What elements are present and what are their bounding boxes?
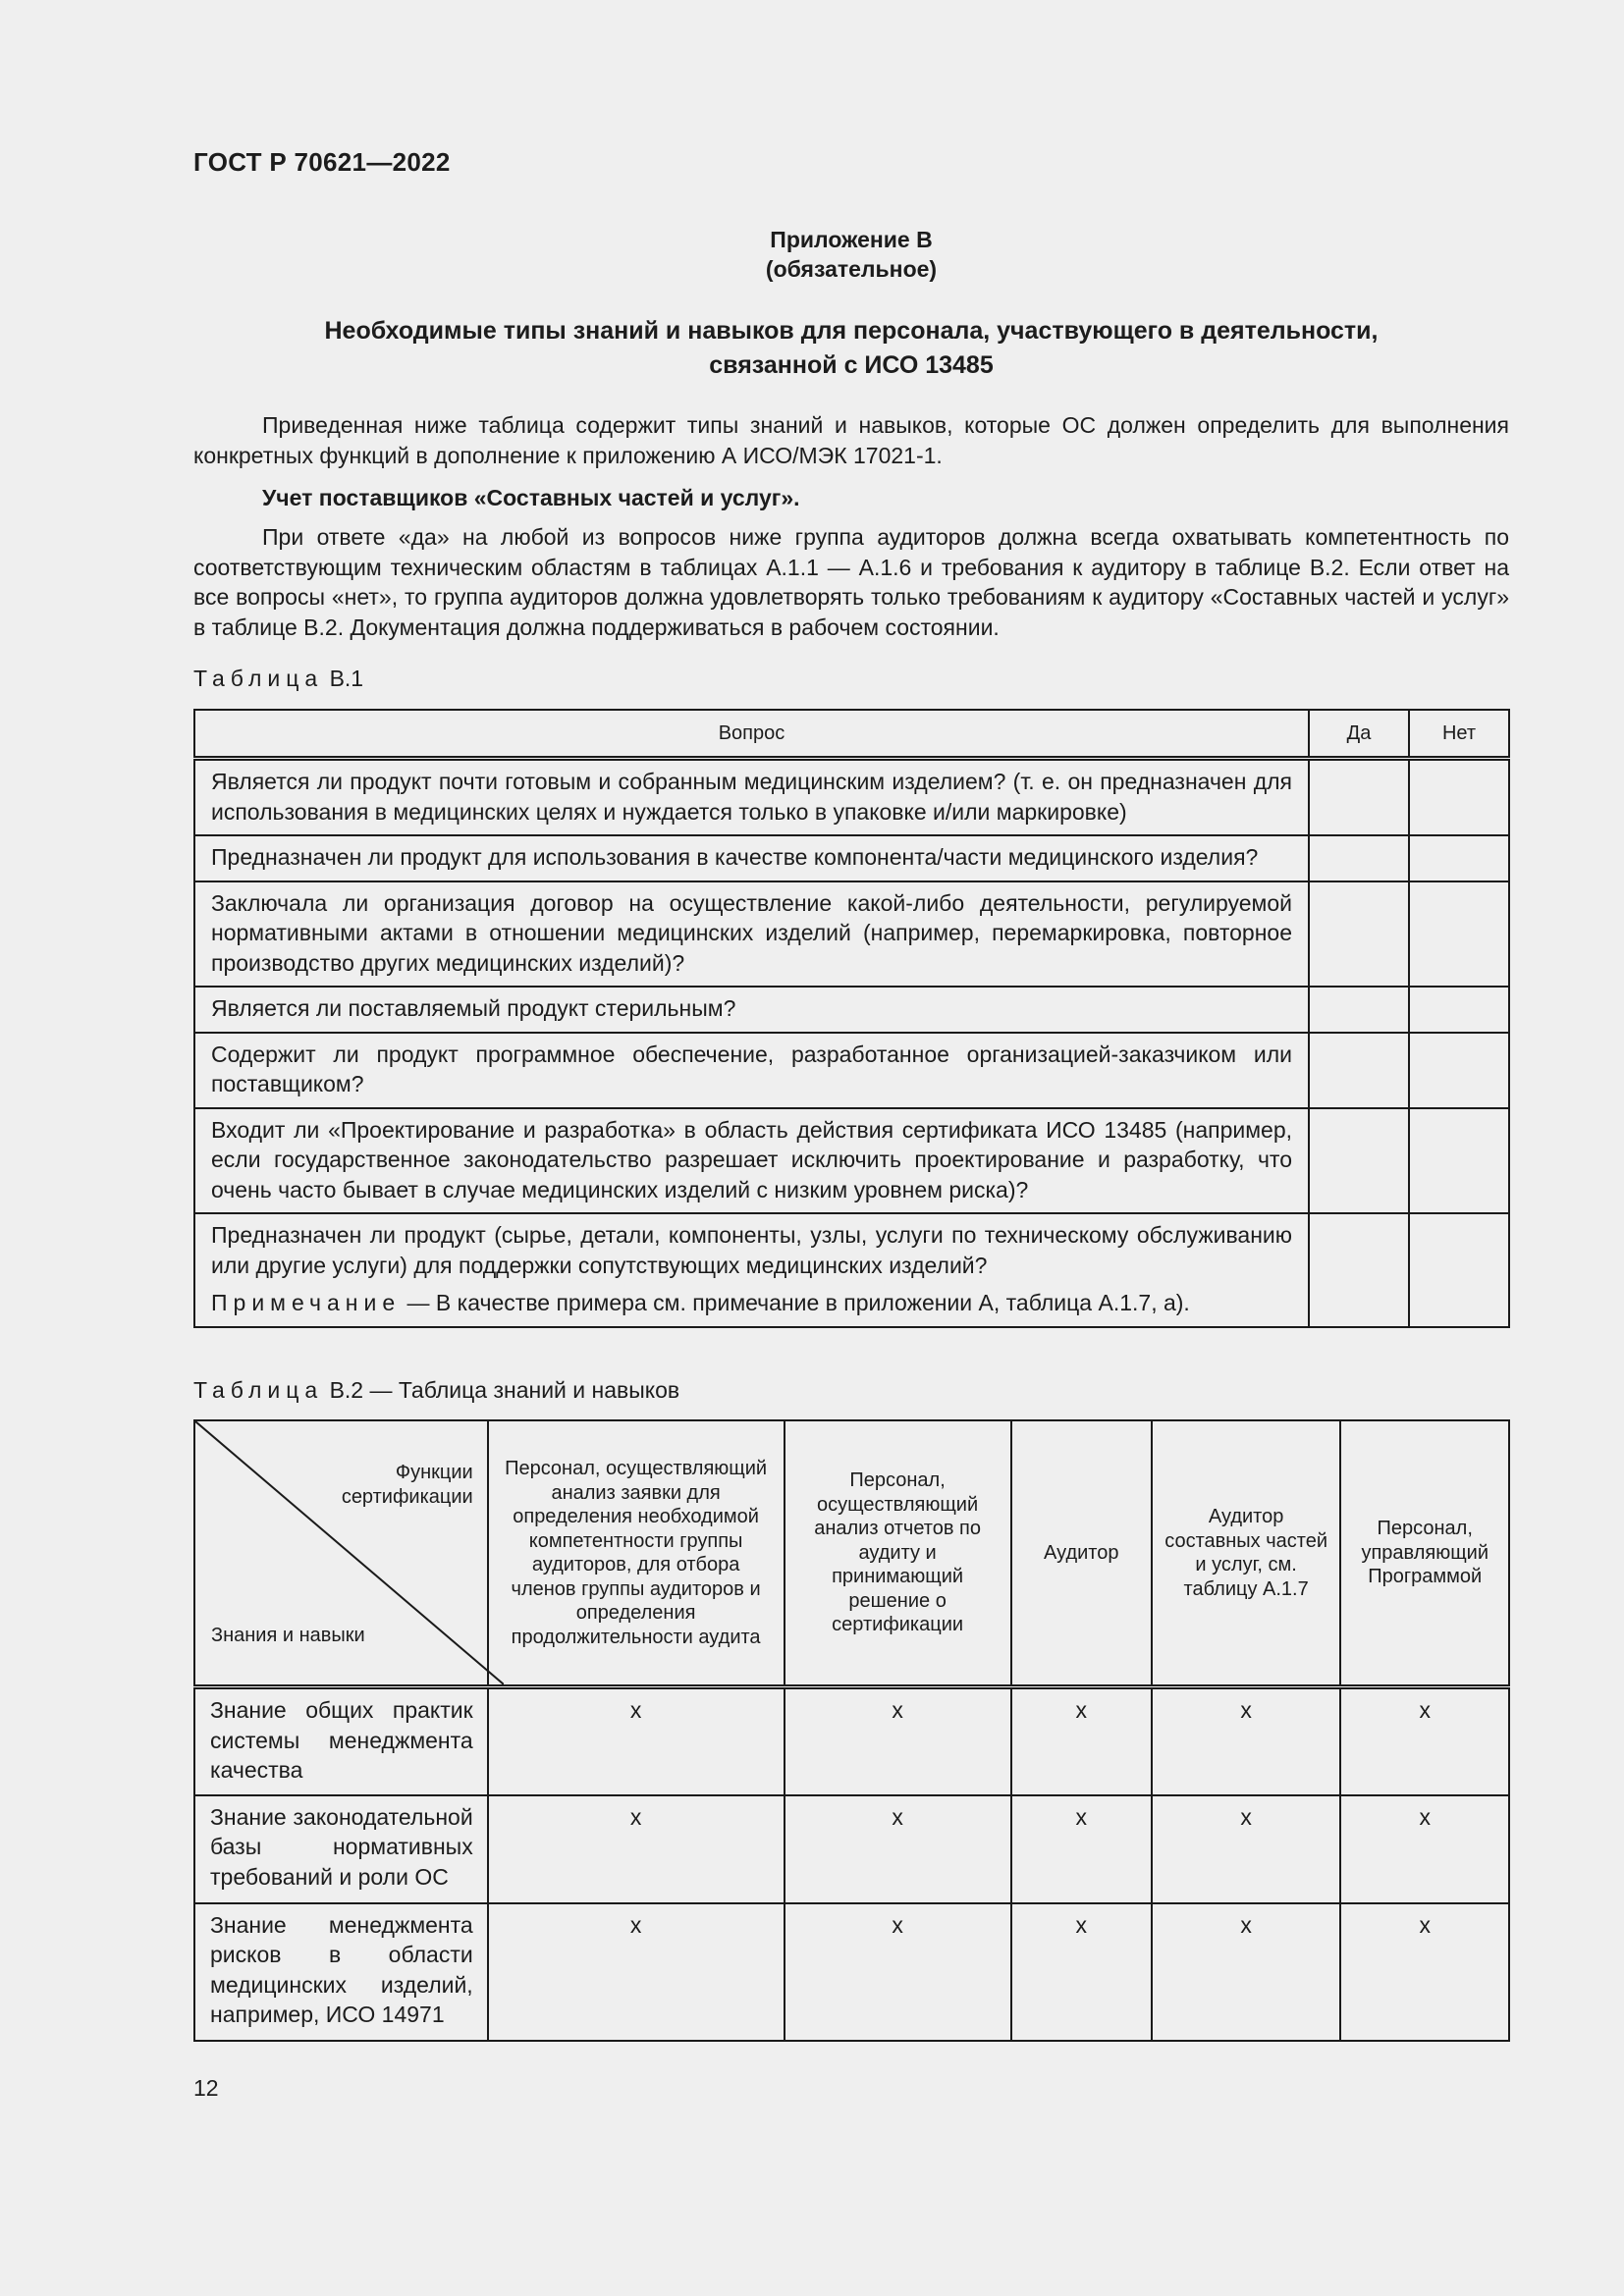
yes-cell[interactable] [1309,1033,1409,1108]
mark-cell: х [1340,1687,1509,1795]
skill-label: Знание общих практик системы менеджмента качества [194,1687,488,1795]
table2-header-row [194,1420,1509,1687]
requirements-paragraph: При ответе «да» на любой из вопросов ниже группа аудиторов должна всегда охватывать компетентность по соответствующим техническим областям в таблицах А.1.1 — А.1.6 и требования к аудитору в таблице В.2. Если ответ на все вопросы «нет», то группа аудиторов должна удовлетворять только требованиям к аудитору «Составных частей и услуг» в таблице В.2. Документация должна поддерживаться в рабочем состоянии. [193,524,1509,640]
page-number: 12 [193,2075,219,2101]
question-cell: Является ли поставляемый продукт стерильным? [194,987,1309,1033]
column-header: Персонал, осуществляющий анализ отчетов по аудиту и принимающий решение о сертификации [785,1420,1011,1687]
table-row [194,1213,1509,1327]
table-note [211,1288,1292,1318]
question-cell: Заключала ли организация договор на осуществление какой-либо деятельности, регулируемой нормативными актами в отношении медицинских изделий (например, перемаркировка, повторное производство других медицинских изделий)? [194,881,1309,988]
table2-caption-rest: В.2 — Таблица знаний и навыков [329,1377,680,1403]
table1-caption-word: Таблица [193,666,324,691]
mark-cell: х [1152,1903,1341,2041]
mark-cell: х [1011,1903,1152,2041]
column-header: Персонал, управляющий Программой [1340,1420,1509,1687]
yes-cell[interactable] [1309,987,1409,1033]
note-text: — В качестве примера см. примечание в приложении А, таблица А.1.7, а). [401,1290,1190,1315]
mark-cell: х [488,1903,785,2041]
no-cell[interactable] [1409,1033,1509,1108]
no-cell[interactable] [1409,881,1509,988]
no-cell[interactable] [1409,759,1509,836]
skills-table [193,1419,1510,2042]
mark-cell: х [1152,1687,1341,1795]
table-row [194,759,1509,836]
table-row [194,1033,1509,1108]
question-text: Предназначен ли продукт (сырье, детали, компоненты, узлы, услуги по техническому обслуживанию или другие услуги) для поддержки сопутствующих медицинских изделий? [211,1222,1292,1278]
appendix-heading-line2: связанной с ИСО 13485 [709,351,994,379]
table1-caption [193,666,363,692]
table2-caption-word: Таблица [193,1377,324,1403]
mark-cell: х [785,1903,1011,2041]
table2-caption [193,1377,679,1404]
questions-table [193,709,1510,1328]
mark-cell: х [488,1687,785,1795]
table-row [194,1687,1509,1795]
appendix-heading [193,314,1509,383]
question-header: Вопрос [194,710,1309,759]
note-label: Примечание [211,1290,402,1315]
yes-cell[interactable] [1309,881,1409,988]
yes-header: Да [1309,710,1409,759]
yes-cell[interactable] [1309,759,1409,836]
question-cell: Входит ли «Проектирование и разработка» в область действия сертификата ИСО 13485 (например, если государственное законодательство разрешает исключить проектирование и разработку, что очень часто бывает в случае медицинских изделий с низким уровнем риска)? [194,1108,1309,1214]
yes-cell[interactable] [1309,835,1409,881]
intro-paragraph: Приведенная ниже таблица содержит типы знаний и навыков, которые ОС должен определить для выполнения конкретных функций в дополнение к приложению А ИСО/МЭК 17021-1. [193,412,1509,468]
corner-header-cell [194,1420,488,1687]
mark-cell: х [1340,1795,1509,1903]
question-cell [194,1213,1309,1327]
table-row [194,987,1509,1033]
column-header: Аудитор [1011,1420,1152,1687]
no-cell[interactable] [1409,1213,1509,1327]
mark-cell: х [785,1795,1011,1903]
appendix-type: (обязательное) [765,256,938,282]
knowledge-skills-label: Знания и навыки [211,1624,365,1646]
document-code: ГОСТ Р 70621—2022 [193,147,451,177]
skill-label: Знание менеджмента рисков в области медицинских изделий, например, ИСО 14971 [194,1903,488,2041]
table-row [194,1108,1509,1214]
column-header: Персонал, осуществляющий анализ заявки для определения необходимой компетентности группы аудиторов, для отбора членов группы аудиторов и определения продолжительности аудита [488,1420,785,1687]
certification-functions-label: Функции сертификации [341,1462,473,1508]
mark-cell: х [1011,1795,1152,1903]
table-row [194,1903,1509,2041]
column-header: Аудитор составных частей и услуг, см. таблицу А.1.7 [1152,1420,1341,1687]
question-cell: Предназначен ли продукт для использования в качестве компонента/части медицинского изделия? [194,835,1309,881]
appendix-heading-line1: Необходимые типы знаний и навыков для персонала, участвующего в деятельности, [324,317,1379,345]
table1-caption-number: В.1 [329,666,364,691]
mark-cell: х [488,1795,785,1903]
table-row [194,1795,1509,1903]
table1-header-row [194,710,1509,759]
no-header: Нет [1409,710,1509,759]
mark-cell: х [1340,1903,1509,2041]
question-cell: Содержит ли продукт программное обеспечение, разработанное организацией-заказчиком или поставщиком? [194,1033,1309,1108]
section-subheading: Учет поставщиков «Составных частей и услуг». [262,485,800,510]
no-cell[interactable] [1409,1108,1509,1214]
appendix-title: Приложение В [770,227,933,252]
table-row [194,835,1509,881]
no-cell[interactable] [1409,987,1509,1033]
no-cell[interactable] [1409,835,1509,881]
skill-label: Знание законодательной базы нормативных требований и роли ОС [194,1795,488,1903]
mark-cell: х [785,1687,1011,1795]
table-row [194,881,1509,988]
question-cell: Является ли продукт почти готовым и собранным медицинским изделием? (т. е. он предназначен для использования в медицинских целях и нуждается только в упаковке и/или маркировке) [194,759,1309,836]
mark-cell: х [1152,1795,1341,1903]
yes-cell[interactable] [1309,1108,1409,1214]
yes-cell[interactable] [1309,1213,1409,1327]
mark-cell: х [1011,1687,1152,1795]
